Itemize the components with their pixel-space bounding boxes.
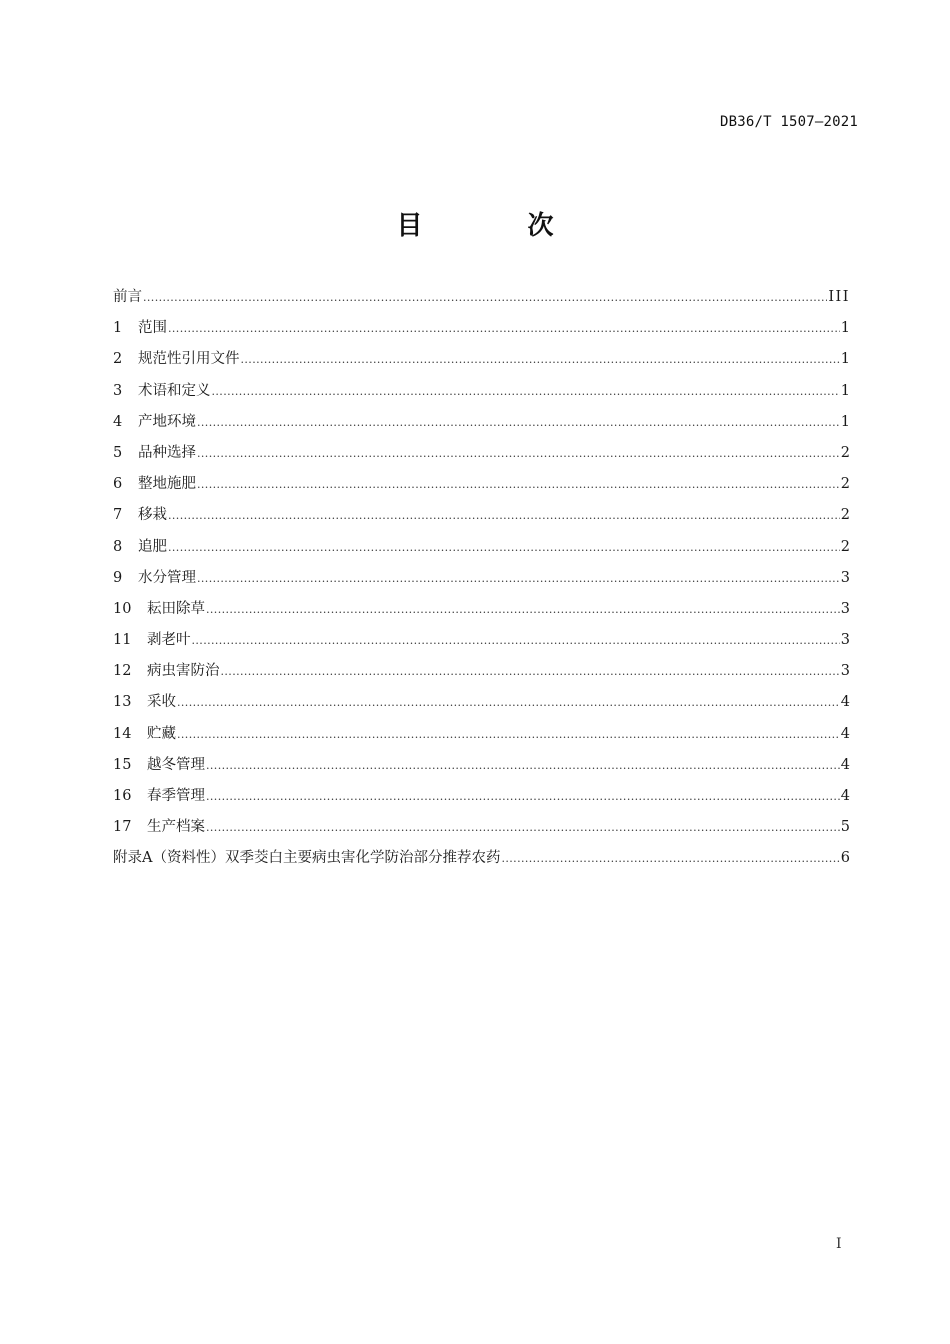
toc-entry-8[interactable] <box>113 535 850 566</box>
toc-leader-dots <box>501 846 839 871</box>
toc-entry-page: 4 <box>840 788 850 804</box>
toc-entry-page: 1 <box>840 382 850 399</box>
toc-leader-dots <box>206 815 840 840</box>
toc-entry-number: 16 <box>113 788 132 804</box>
toc-entry-9[interactable] <box>113 566 850 597</box>
toc-entry-label: 病虫害防治 <box>147 663 220 680</box>
toc-entry-label: 春季管理 <box>147 788 205 804</box>
standard-code: DB36/T 1507—2021 <box>719 114 858 130</box>
toc-entry-13[interactable] <box>113 690 850 721</box>
toc-entry-6[interactable] <box>113 472 850 503</box>
toc-entry-preface[interactable] <box>113 285 850 316</box>
toc-entry-page: 3 <box>840 569 850 586</box>
toc-entry-number: 17 <box>113 819 132 836</box>
toc-entry-7[interactable] <box>113 503 850 534</box>
toc-entry-label: 生产档案 <box>147 819 205 836</box>
toc-entry-appendix-a[interactable] <box>113 846 850 877</box>
toc-entry-page: III <box>828 289 850 305</box>
toc-entry-page: 1 <box>840 413 850 430</box>
toc-entry-5[interactable] <box>113 441 850 472</box>
toc-leader-dots <box>177 690 840 715</box>
toc-entry-number: 11 <box>113 632 132 649</box>
toc-entry-label: 范围 <box>138 320 167 337</box>
toc-leader-dots <box>206 597 840 622</box>
toc-entry-number: 4 <box>113 413 123 430</box>
toc-entry-10[interactable] <box>113 597 850 628</box>
toc-entry-page: 1 <box>840 351 850 368</box>
toc-entry-4[interactable] <box>113 410 850 441</box>
toc-leader-dots <box>143 285 827 310</box>
toc-entry-label: 品种选择 <box>138 444 196 461</box>
toc-leader-dots <box>168 535 840 560</box>
toc-entry-number: 3 <box>113 382 123 399</box>
toc-entry-page: 4 <box>840 725 850 742</box>
toc-entry-3[interactable] <box>113 379 850 410</box>
toc-entry-label: 附录A（资料性）双季茭白主要病虫害化学防治部分推荐农药 <box>113 850 501 867</box>
toc-entry-number: 13 <box>113 694 132 711</box>
toc-entry-16[interactable] <box>113 784 850 815</box>
toc-entry-page: 6 <box>840 850 850 867</box>
toc-entry-page: 3 <box>840 600 850 617</box>
toc-entry-page: 1 <box>840 320 850 337</box>
toc-entry-number: 2 <box>113 351 123 368</box>
toc-leader-dots <box>241 347 840 372</box>
toc-leader-dots <box>212 379 840 404</box>
toc-leader-dots <box>197 472 840 497</box>
toc-entry-number: 14 <box>113 725 132 742</box>
toc-leader-dots <box>177 722 840 747</box>
toc-entry-number: 9 <box>113 569 123 586</box>
toc-entry-12[interactable] <box>113 659 850 690</box>
toc-leader-dots <box>192 628 840 653</box>
toc-entry-label: 采收 <box>147 694 176 711</box>
toc-entry-page: 2 <box>840 444 850 461</box>
toc-entry-number: 8 <box>113 538 123 555</box>
toc-leader-dots <box>206 753 840 778</box>
toc-entry-label: 前言 <box>113 289 142 305</box>
toc-entry-label: 越冬管理 <box>147 756 205 773</box>
toc-leader-dots <box>197 441 840 466</box>
toc-entry-number: 15 <box>113 756 132 773</box>
toc-entry-14[interactable] <box>113 722 850 753</box>
toc-entry-1[interactable] <box>113 316 850 347</box>
toc-entry-label: 规范性引用文件 <box>138 351 240 368</box>
toc-entry-page: 3 <box>840 632 850 649</box>
toc-entry-number: 1 <box>113 320 123 337</box>
toc-entry-label: 术语和定义 <box>138 382 211 399</box>
page-title: 目 次 <box>396 211 602 241</box>
toc-entry-label: 产地环境 <box>138 413 196 430</box>
toc-entry-17[interactable] <box>113 815 850 846</box>
toc-leader-dots <box>197 566 840 591</box>
toc-leader-dots <box>221 659 840 684</box>
toc-entry-label: 整地施肥 <box>138 476 196 493</box>
toc-leader-dots <box>206 784 840 809</box>
toc-leader-dots <box>197 410 840 435</box>
toc-entry-label: 追肥 <box>138 538 167 555</box>
toc-entry-page: 3 <box>840 663 850 680</box>
toc-entry-label: 贮藏 <box>147 725 176 742</box>
toc-entry-number: 10 <box>113 600 132 617</box>
toc-leader-dots <box>168 316 840 341</box>
toc-entry-label: 水分管理 <box>138 569 196 586</box>
toc-entry-page: 5 <box>840 819 850 836</box>
toc-entry-page: 2 <box>840 507 850 524</box>
table-of-contents <box>113 285 850 878</box>
toc-entry-page: 2 <box>840 476 850 493</box>
toc-entry-15[interactable] <box>113 753 850 784</box>
toc-entry-number: 7 <box>113 507 123 524</box>
toc-entry-page: 4 <box>840 694 850 711</box>
toc-entry-page: 4 <box>840 756 850 773</box>
toc-entry-number: 5 <box>113 444 123 461</box>
page-number: I <box>836 1236 842 1252</box>
toc-entry-2[interactable] <box>113 347 850 378</box>
toc-entry-page: 2 <box>840 538 850 555</box>
toc-leader-dots <box>168 503 840 528</box>
toc-entry-label: 剥老叶 <box>147 632 191 649</box>
toc-entry-label: 移栽 <box>138 507 167 524</box>
toc-entry-number: 6 <box>113 476 123 493</box>
toc-entry-label: 耘田除草 <box>147 600 205 617</box>
toc-entry-11[interactable] <box>113 628 850 659</box>
toc-entry-number: 12 <box>113 663 132 680</box>
